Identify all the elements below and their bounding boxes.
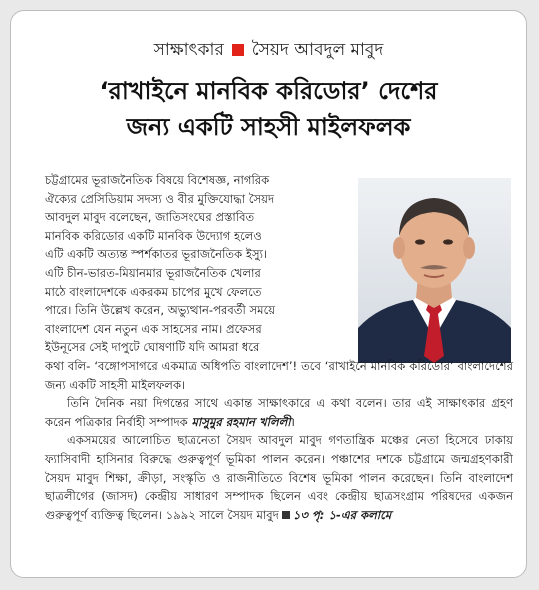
section-label: সাক্ষাৎকার — [153, 40, 224, 60]
paragraph-interview-note — [45, 394, 513, 431]
lead-line: বাংলাদেশ যেন নতুন এক সাহসের নাম। প্রফেসর — [45, 321, 262, 336]
continuation-jump: ১৩ পৃ: ১-এর কলামে — [292, 507, 392, 522]
headline — [11, 73, 526, 145]
jump-square-icon — [282, 511, 290, 519]
lead-line: মাঠে বাংলাদেশকে একরকম চাপের মুখে ফেলতে — [45, 284, 262, 299]
paragraph-text: তিনি দৈনিক নয়া দিগন্তের সাথে একান্ত সাক্ষাৎকারে এ কথা বলেন। তার এই সাক্ষাৎকার গ্রহণ করেন পত্রিকার নির্বাহী সম্পাদক — [45, 396, 513, 429]
lead-line: ঐক্যের প্রেসিডিয়াম সদস্য ও বীর মুক্তিযোদ্ধা সৈয়দ — [45, 191, 275, 206]
lead-paragraph — [45, 171, 342, 357]
newspaper-clipping — [10, 10, 527, 578]
lead-line: মানবিক করিডোর একটি মানবিক উদ্যোগ হলেও — [45, 228, 262, 243]
lead-line: ইউনূসের সেই দাপুটে ঘোষণাটি যদি আমরা ধরে — [45, 340, 260, 355]
lead-line: এটি একটি অত্যন্ত স্পর্শকাতর ভূরাজনৈতিক ইস্যু। — [45, 247, 268, 262]
sentence-end: । — [290, 414, 295, 429]
interviewer-name: মাসুমুর রহমান খলিলী — [191, 414, 291, 429]
lead-line: আবদুল মাবুদ বলেছেন, জাতিসংঘের প্রস্তাবিত — [45, 210, 255, 225]
paragraph-biography — [45, 431, 513, 524]
article-body — [45, 171, 513, 524]
paragraph-text: একসময়ের আলোচিত ছাত্রনেতা সৈয়দ আবদুল মাবুদ গণতান্ত্রিক মঞ্চের নেতা হিসেবে ঢাকায় ফ্যাসিবাদী হাসিনার বিরুদ্ধে গুরুত্বপূর্ণ ভূমিকা পালন করেন। পঞ্চাশের দশকে চট্টগ্রামে জন্মগ্রহণকারী সৈয়দ মাবুদ শিক্ষা, ক্রীড়া, সংস্কৃতি ও রাজনীতিতে বিশেষ ভূমিকা পালন করেছেন। তিনি বাংলাদেশ ছাত্রলীগের (জাসদ) কেন্দ্রীয় সাধারণ সম্পাদক ছিলেন এবং কেন্দ্রীয় ছাত্রসংগ্রাম পরিষদের একজন গুরুত্বপূর্ণ ব্যক্তিত্ব ছিলেন। ১৯৯২ সালে সৈয়দ মাবুদ — [45, 433, 513, 522]
lead-paragraph-tail: কথা বলি- ‘বঙ্গোপসাগরে একমাত্র অধিপতি বাংলাদেশ’! তবে ‘রাখাইনে মানবিক করিডোর’ বাংলাদেশের জন্য একটি সাহসী মাইলফলক। — [45, 358, 513, 392]
interviewee-name: সৈয়দ আবদুল মাবুদ — [251, 40, 384, 60]
red-square-icon — [232, 44, 244, 56]
lead-line: চট্টগ্রামের ভূরাজনৈতিক বিষয়ে বিশেষজ্ঞ, নাগরিক — [45, 173, 270, 187]
headline-line-2: জন্য একটি সাহসী মাইলফলক — [126, 113, 411, 141]
lead-line: এটি চীন-ভারত-মিয়ানমার ভূরাজনৈতিক খেলার — [45, 265, 261, 280]
headline-line-1: ‘রাখাইনে মানবিক করিডোর’ দেশের — [99, 77, 438, 105]
lead-line: পারে। তিনি উল্লেখ করেন, অভ্যুত্থান-পরবর্তী সময়ে — [45, 303, 276, 318]
section-kicker — [11, 37, 526, 65]
